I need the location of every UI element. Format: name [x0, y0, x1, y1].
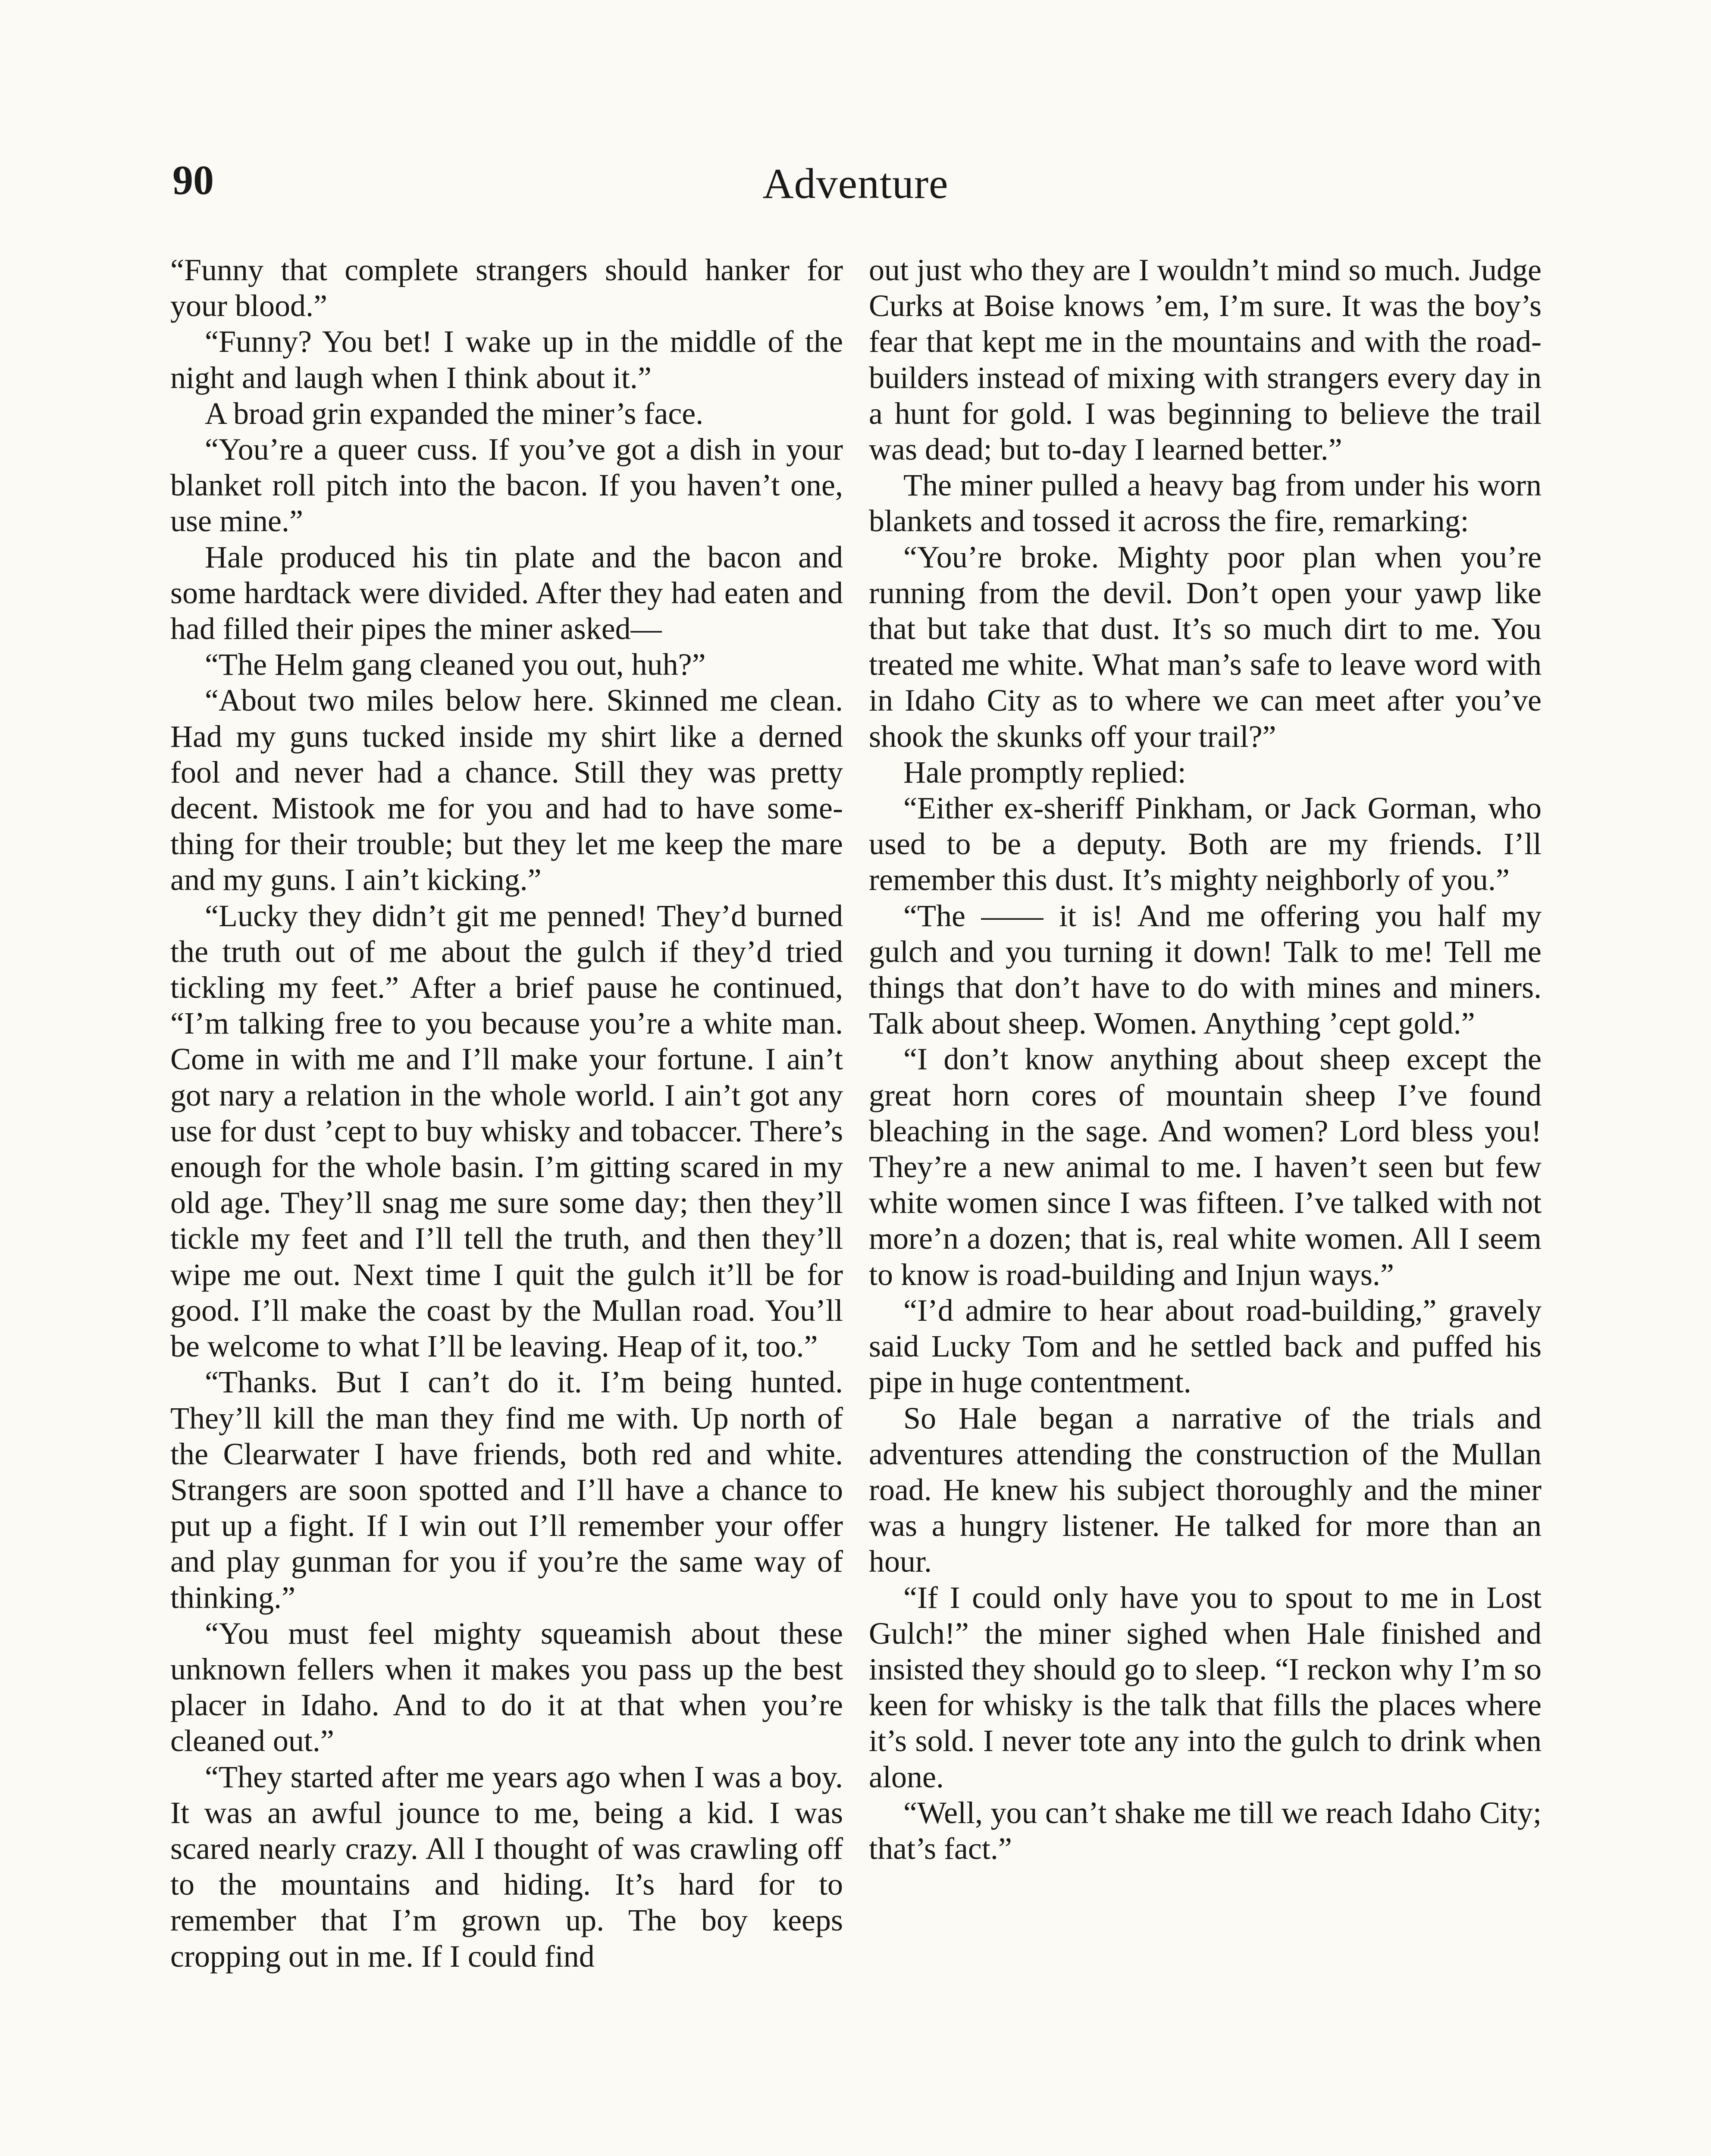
paragraph: Hale produced his tin plate and the bacon and some hardtack were divided. After they had eaten and had filled their pipes the miner asked— [170, 539, 843, 646]
running-head: Adventure [762, 160, 949, 207]
paragraph: “Thanks. But I can’t do it. I’m being hunted. They’ll kill the man they find me with. Up north of the Clearwater I have friends, both red and white. Strangers are soon spotted and I’ll have a chance to put up a fight. If I win out I’ll remember your offer and play gunman for you if you’re the same way of thinking.” [170, 1365, 843, 1615]
paragraph: “Funny? You bet! I wake up in the middle of the night and laugh when I think about it.” [170, 324, 843, 395]
paragraph: So Hale began a narrative of the trials and adventures attending the construction of the Mullan road. He knew his subject thoroughly and the miner was a hungry listener. He talked for more than an hour. [869, 1401, 1542, 1579]
paragraph: The miner pulled a heavy bag from under his worn blankets and tossed it across the fire, remarking: [869, 468, 1542, 539]
paragraph: “The Helm gang cleaned you out, huh?” [205, 647, 706, 682]
paragraph: “About two miles below here. Skinned me clean. Had my guns tucked inside my shirt like a derned fool and never had a chance. Still they was pretty decent. Mistook me for you and had to have something for their trouble; but they let me keep the mare and my guns. I ain’t kicking.” [170, 683, 843, 897]
paragraph: “Lucky they didn’t git me penned! They’d burned the truth out of me about the gulch if they’d tried tickling my feet.” After a brief pause he continued, “I’m talking free to you because you’re a white man. Come in with me and I’ll make your fortune. I ain’t got nary a relation in the whole world. I ain’t got any use for dust ’cept to buy whisky and tobaccer. There’s enough for the whole basin. I’m gitting scared in my old age. They’ll snag me sure some day; then they’ll tickle my feet and I’ll tell the truth, and then they’ll wipe me out. Next time I quit the gulch it’ll be for good. I’ll make the coast by the Mullan road. You’ll be welcome to what I’ll be leaving. Heap of it, too.” [170, 898, 843, 1364]
paragraph: Hale promptly replied: [903, 755, 1186, 790]
paragraph: “Funny that complete strangers should hanker for your blood.” [170, 253, 843, 323]
page-number: 90 [172, 157, 214, 203]
paragraph: “Well, you can’t shake me till we reach Idaho City; that’s fact.” [869, 1795, 1542, 1866]
paragraph: “You’re a queer cuss. If you’ve got a dish in your blanket roll pitch into the bacon. If you haven’t one, use mine.” [170, 432, 843, 539]
paragraph: out just who they are I wouldn’t mind so much. Judge Curks at Boise knows ’em, I’m sure. It was the boy’s fear that kept me in the mountains and with the roadbuilders instead of mixing with strangers every day in a hunt for gold. I was beginning to believe the trail was dead; but to-day I learned better.” [869, 253, 1542, 467]
paragraph: A broad grin expanded the miner’s face. [205, 396, 704, 431]
paragraph: “I’d admire to hear about road-building,” gravely said Lucky Tom and he settled back and puffed his pipe in huge contentment. [869, 1293, 1542, 1400]
paragraph: “If I could only have you to spout to me in Lost Gulch!” the miner sighed when Hale finished and insisted they should go to sleep. “I reckon why I’m so keen for whisky is the talk that fills the places where it’s sold. I never tote any into the gulch to drink when alone. [869, 1580, 1542, 1794]
right-column [869, 252, 1542, 1867]
paragraph: “The —— it is! And me offering you half my gulch and you turning it down! Talk to me! Tell me things that don’t have to do with mines and miners. Talk about sheep. Women. Anything ’cept gold.” [869, 898, 1542, 1041]
paragraph: “I don’t know anything about sheep except the great horn cores of mountain sheep I’ve found bleaching in the sage. And women? Lord bless you! They’re a new animal to me. I haven’t seen but few white women since I was fifteen. I’ve talked with not more’n a dozen; that is, real white women. All I seem to know is road-building and Injun ways.” [869, 1042, 1542, 1292]
paragraph: “You must feel mighty squeamish about these unknown fellers when it makes you pass up the best placer in Idaho. And to do it at that when you’re cleaned out.” [170, 1616, 843, 1758]
left-column [170, 252, 843, 1974]
paragraph: “You’re broke. Mighty poor plan when you’re running from the devil. Don’t open your yawp like that but take that dust. It’s so much dirt to me. You treated me white. What man’s safe to leave word with in Idaho City as to where we can meet after you’ve shook the skunks off your trail?” [869, 539, 1542, 754]
paragraph: “They started after me years ago when I was a boy. It was an awful jounce to me, being a kid. I was scared nearly crazy. All I thought of was crawling off to the mountains and hiding. It’s hard for to remember that I’m grown up. The boy keeps cropping out in me. If I could find [170, 1759, 843, 1974]
paragraph: “Either ex-sheriff Pinkham, or Jack Gorman, who used to be a deputy. Both are my friends. I’ll remember this dust. It’s mighty neighborly of you.” [869, 791, 1542, 897]
